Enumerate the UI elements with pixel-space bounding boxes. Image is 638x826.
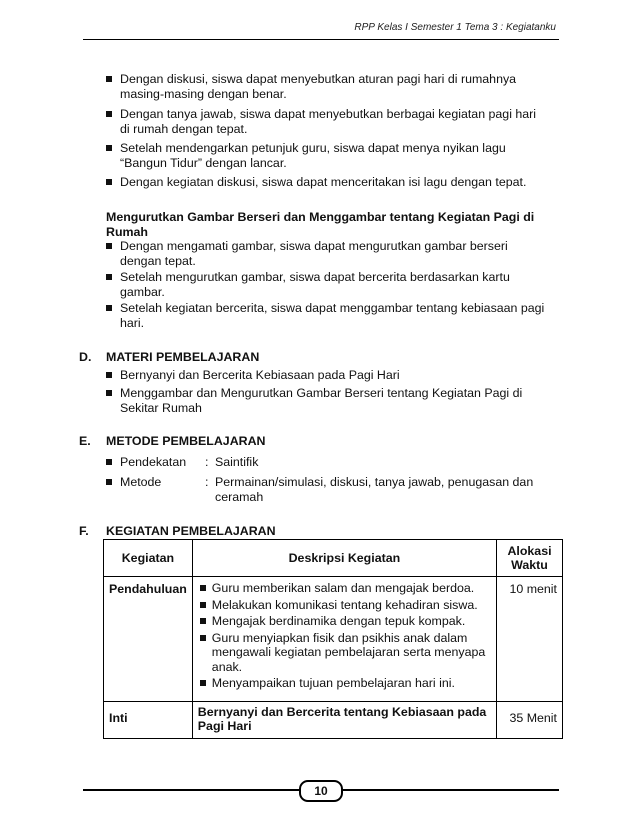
- list-item: Mengajak berdinamika dengan tepuk kompak.: [198, 614, 491, 629]
- list-item: Setelah kegiatan bercerita, siswa dapat menggambar tentang kebiasaan pagi hari.: [106, 301, 546, 330]
- section-d-title: MATERI PEMBELAJARAN: [106, 350, 260, 364]
- bullet-icon: [200, 680, 206, 686]
- table-row: [104, 577, 563, 702]
- header-rule: [83, 39, 559, 40]
- column-header-deskripsi: Deskripsi Kegiatan: [192, 540, 496, 577]
- table-row: [104, 701, 563, 738]
- bullet-icon: [106, 390, 112, 396]
- list-item: Dengan kegiatan diskusi, siswa dapat menceritakan isi lagu dengan tepat.: [106, 175, 546, 190]
- list-item: Setelah mendengarkan petunjuk guru, siswa dapat menya nyikan lagu “Bangun Tidur” dengan lancar.: [106, 141, 546, 170]
- method-label: Metode: [120, 475, 162, 489]
- list-item: Menggambar dan Mengurutkan Gambar Berseri tentang Kegiatan Pagi di Sekitar Rumah: [106, 386, 546, 415]
- list-item: Dengan mengamati gambar, siswa dapat mengurutkan gambar berseri dengan tepat.: [106, 239, 546, 268]
- column-header-alokasi: Alokasi Waktu: [497, 540, 563, 577]
- method-value: Saintifik: [215, 455, 259, 469]
- list-item: Guru menyiapkan fisik dan psikhis anak dalam mengawali kegiatan pembelajaran serta menyapa anak.: [198, 631, 491, 675]
- method-label: Pendekatan: [120, 455, 187, 469]
- section-e-letter: E.: [79, 434, 91, 448]
- section-e-title: METODE PEMBELAJARAN: [106, 434, 266, 448]
- section-f-letter: F.: [79, 524, 89, 538]
- bullet-icon: [106, 274, 112, 280]
- list-item: Setelah mengurutkan gambar, siswa dapat bercerita berdasarkan kartu gambar.: [106, 270, 546, 299]
- activity-table: [103, 539, 563, 739]
- bullet-icon: [106, 305, 112, 311]
- method-colon: :: [205, 455, 209, 469]
- bullet-icon: [106, 179, 112, 185]
- list-item: Dengan diskusi, siswa dapat menyebutkan aturan pagi hari di rumahnya masing-masing dengan benar.: [106, 72, 546, 101]
- bullet-icon: [200, 618, 206, 624]
- list-item: Menyampaikan tujuan pembelajaran hari ini.: [198, 676, 491, 691]
- bullet-icon: [106, 145, 112, 151]
- cell-waktu: 35 Menit: [497, 701, 563, 738]
- method-row-method: [106, 475, 556, 504]
- page-number: 10: [299, 780, 343, 802]
- section-f-title: KEGIATAN PEMBELAJARAN: [106, 524, 276, 538]
- section-d-letter: D.: [79, 350, 92, 364]
- bullet-icon: [200, 635, 206, 641]
- list-item: Dengan tanya jawab, siswa dapat menyebutkan berbagai kegiatan pagi hari di rumah dengan tepat.: [106, 107, 546, 136]
- method-row-approach: [106, 455, 556, 470]
- bullet-icon: [106, 76, 112, 82]
- cell-waktu: 10 menit: [497, 577, 563, 702]
- bullet-icon: [106, 479, 112, 485]
- method-value: Permainan/simulasi, diskusi, tanya jawab, penugasan dan ceramah: [215, 475, 534, 504]
- running-head: RPP Kelas I Semester 1 Tema 3 : Kegiatanku: [354, 22, 556, 33]
- cell-kegiatan: Inti: [104, 701, 193, 738]
- list-item: Guru memberikan salam dan mengajak berdoa.: [198, 581, 491, 596]
- table-header-row: [104, 540, 563, 577]
- list-item: Melakukan komunikasi tentang kehadiran siswa.: [198, 598, 491, 613]
- cell-deskripsi: [192, 577, 496, 702]
- list-item: Bernyanyi dan Bercerita Kebiasaan pada Pagi Hari: [106, 368, 546, 383]
- bullet-icon: [200, 602, 206, 608]
- subheading: Mengurutkan Gambar Berseri dan Menggambar tentang Kegiatan Pagi di Rumah: [106, 210, 535, 239]
- cell-deskripsi: Bernyanyi dan Bercerita tentang Kebiasaan pada Pagi Hari: [192, 701, 496, 738]
- method-colon: :: [205, 475, 209, 489]
- bullet-icon: [200, 585, 206, 591]
- cell-kegiatan: Pendahuluan: [104, 577, 193, 702]
- bullet-icon: [106, 243, 112, 249]
- bullet-icon: [106, 111, 112, 117]
- column-header-kegiatan: Kegiatan: [104, 540, 193, 577]
- bullet-icon: [106, 372, 112, 378]
- bullet-icon: [106, 459, 112, 465]
